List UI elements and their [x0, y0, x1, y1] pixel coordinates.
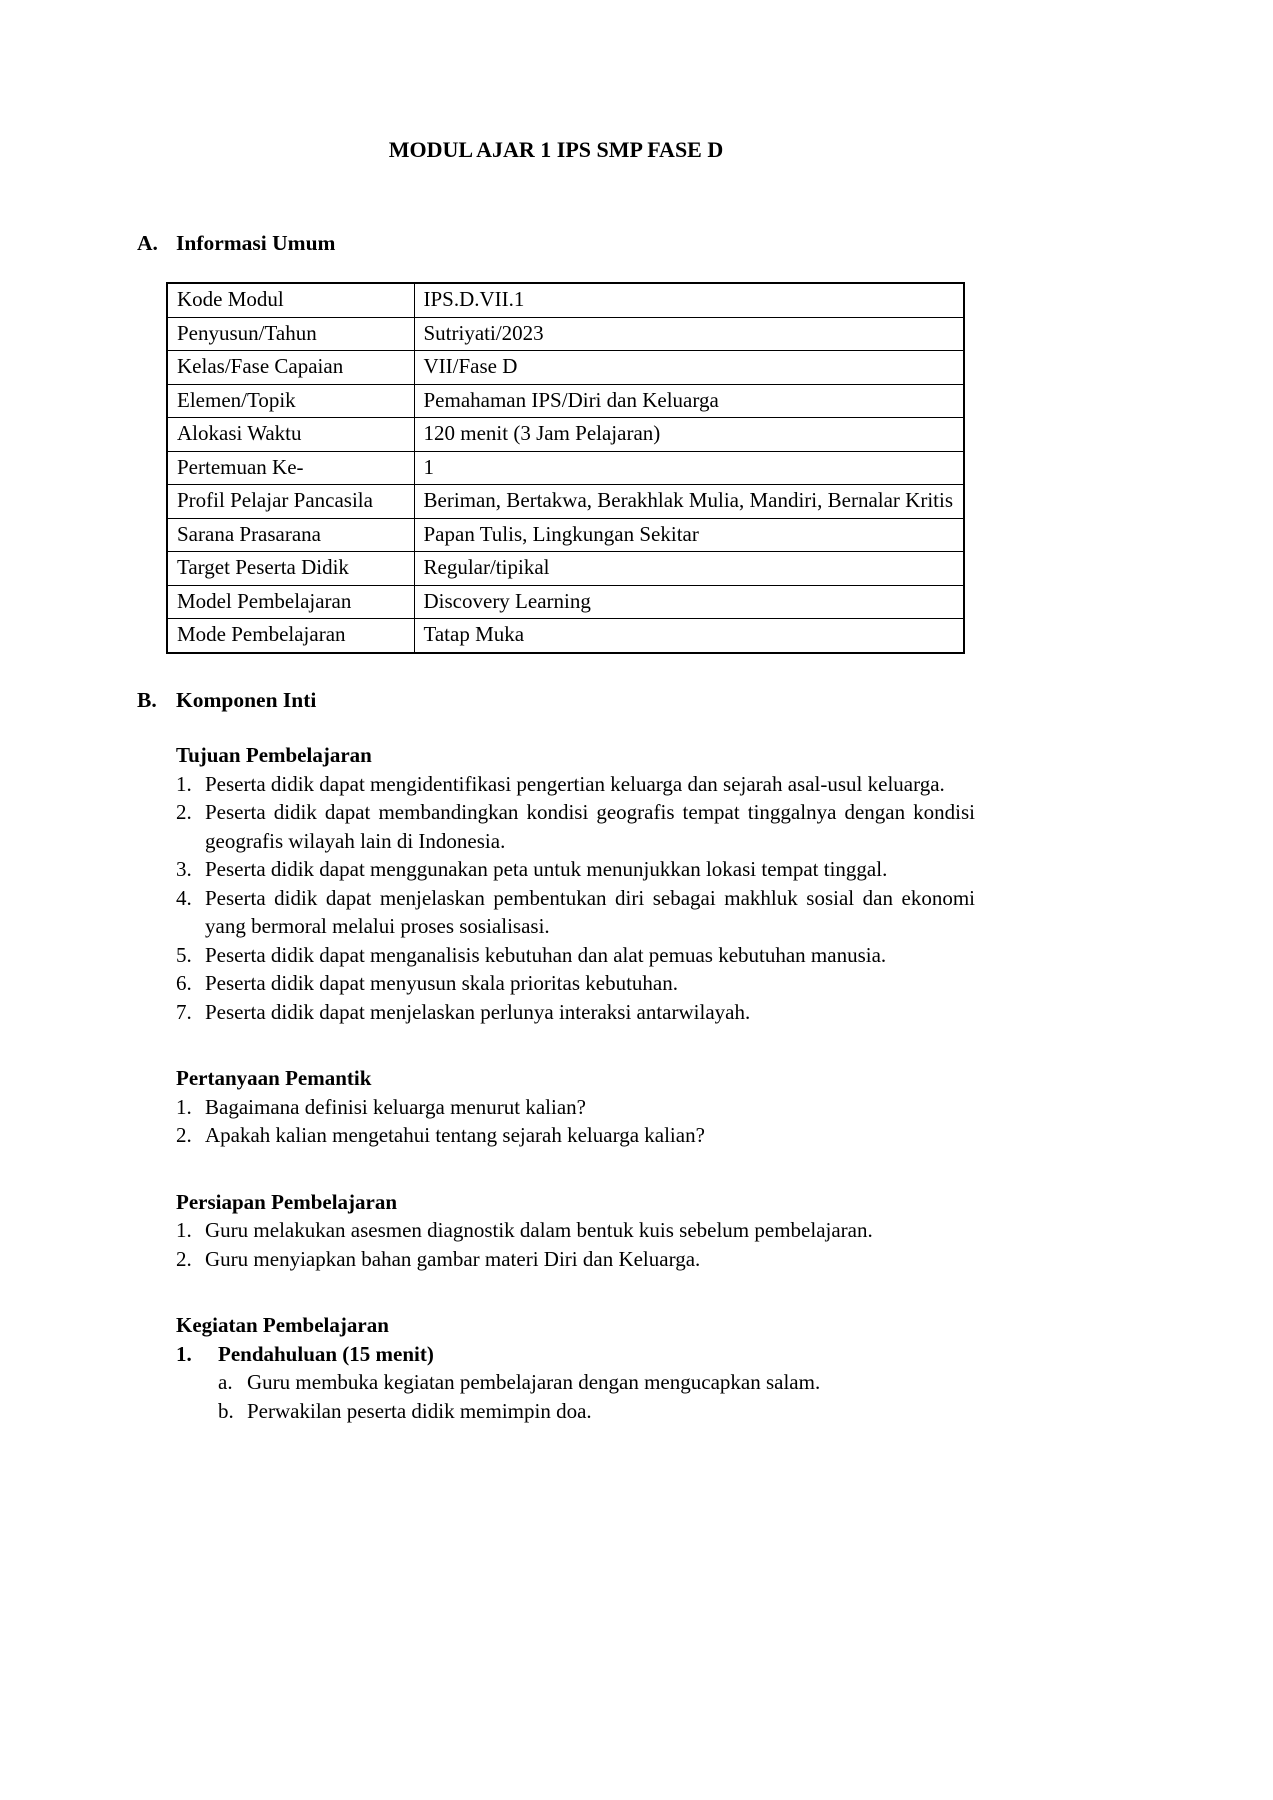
pendahuluan-number: 1.	[176, 1341, 192, 1366]
list-item-number: 6.	[176, 971, 192, 995]
list-item	[176, 884, 975, 941]
table-cell-label: Penyusun/Tahun	[167, 317, 414, 351]
section-b-label: B.	[137, 687, 157, 712]
page-title: MODUL AJAR 1 IPS SMP FASE D	[388, 137, 724, 162]
pendahuluan-heading	[176, 1340, 975, 1369]
table-cell-label: Alokasi Waktu	[167, 418, 414, 452]
table-row	[167, 552, 964, 586]
list-item-number: 2.	[176, 1246, 192, 1271]
list-item-number: 5.	[176, 942, 192, 967]
list-item	[176, 998, 975, 1027]
list-item-number: 3.	[176, 857, 192, 881]
pemantik-heading: Pertanyaan Pemantik	[176, 1066, 372, 1090]
table-cell-label: Model Pembelajaran	[167, 585, 414, 619]
table-cell-label: Elemen/Topik	[167, 384, 414, 418]
table-row	[167, 619, 964, 653]
table-cell-label: Sarana Prasarana	[167, 518, 414, 552]
list-item-text: Peserta didik dapat menjelaskan perlunya interaksi antarwilayah.	[205, 999, 751, 1024]
list-item-text: Perwakilan peserta didik memimpin doa.	[247, 1398, 592, 1423]
table-row	[167, 518, 964, 552]
list-item-letter: a.	[218, 1370, 233, 1394]
table-cell-value: Discovery Learning	[414, 585, 964, 619]
list-item-number: 2.	[176, 800, 192, 824]
list-item	[176, 1245, 975, 1274]
list-item-text: Peserta didik dapat menggunakan peta untuk menunjukkan lokasi tempat tinggal.	[205, 857, 888, 881]
list-item-number: 4.	[176, 885, 192, 910]
table-row	[167, 585, 964, 619]
list-item-number: 1.	[176, 1218, 192, 1242]
table-row	[167, 384, 964, 418]
list-item-text: Apakah kalian mengetahui tentang sejarah keluarga kalian?	[205, 1123, 705, 1147]
table-row	[167, 283, 964, 317]
section-b-heading	[137, 686, 975, 715]
section-a-title: Informasi Umum	[176, 230, 336, 255]
table-cell-value: 1	[414, 451, 964, 485]
tujuan-heading: Tujuan Pembelajaran	[176, 743, 372, 767]
list-item	[218, 1397, 975, 1426]
section-a-label: A.	[137, 230, 158, 255]
list-item-number: 1.	[176, 771, 192, 796]
table-cell-value: VII/Fase D	[414, 351, 964, 385]
list-item-text: Peserta didik dapat menganalisis kebutuhan dan alat pemuas kebutuhan manusia.	[205, 942, 887, 967]
table-cell-value: Beriman, Bertakwa, Berakhlak Mulia, Mandiri, Bernalar Kritis	[414, 485, 964, 519]
table-cell-label: Target Peserta Didik	[167, 552, 414, 586]
list-item	[176, 969, 975, 998]
table-cell-value: Sutriyati/2023	[414, 317, 964, 351]
table-cell-value: IPS.D.VII.1	[414, 283, 964, 317]
list-item	[176, 855, 975, 884]
list-item	[176, 1121, 975, 1150]
table-cell-value: Regular/tipikal	[414, 552, 964, 586]
tujuan-list	[176, 770, 975, 1027]
list-item-number: 1.	[176, 1094, 192, 1119]
table-row	[167, 351, 964, 385]
document-content	[137, 0, 975, 1425]
table-cell-label: Mode Pembelajaran	[167, 619, 414, 653]
list-item	[176, 1093, 975, 1122]
list-item	[176, 941, 975, 970]
list-item	[176, 770, 975, 799]
table-cell-label: Profil Pelajar Pancasila	[167, 485, 414, 519]
table-cell-value: Pemahaman IPS/Diri dan Keluarga	[414, 384, 964, 418]
persiapan-list	[176, 1216, 975, 1273]
table-cell-value: 120 menit (3 Jam Pelajaran)	[414, 418, 964, 452]
pemantik-list	[176, 1093, 975, 1150]
informasi-umum-table	[166, 282, 965, 654]
section-a-heading	[137, 229, 975, 258]
list-item-text: Guru membuka kegiatan pembelajaran dengan mengucapkan salam.	[247, 1370, 821, 1394]
table-cell-label: Pertemuan Ke-	[167, 451, 414, 485]
table-row	[167, 418, 964, 452]
pendahuluan-title: Pendahuluan (15 menit)	[218, 1341, 434, 1366]
table-row	[167, 485, 964, 519]
pendahuluan-list	[218, 1368, 975, 1425]
list-item-text: Peserta didik dapat membandingkan kondisi geografis tempat tinggalnya dengan kondisi geografis wilayah lain di Indonesia.	[205, 800, 975, 853]
list-item-letter: b.	[218, 1398, 234, 1423]
table-row	[167, 317, 964, 351]
persiapan-heading: Persiapan Pembelajaran	[176, 1189, 398, 1214]
table-cell-label: Kode Modul	[167, 283, 414, 317]
list-item-number: 2.	[176, 1123, 192, 1147]
list-item-text: Peserta didik dapat mengidentifikasi pengertian keluarga dan sejarah asal-usul keluarga.	[205, 771, 945, 796]
table-row	[167, 451, 964, 485]
list-item	[176, 1216, 975, 1245]
list-item-text: Guru melakukan asesmen diagnostik dalam bentuk kuis sebelum pembelajaran.	[205, 1218, 873, 1242]
list-item-text: Bagaimana definisi keluarga menurut kalian?	[205, 1094, 586, 1119]
list-item	[218, 1368, 975, 1397]
list-item	[176, 798, 975, 855]
list-item-number: 7.	[176, 999, 192, 1024]
komponen-inti-block	[176, 741, 975, 1425]
list-item-text: Peserta didik dapat menyusun skala prioritas kebutuhan.	[205, 971, 678, 995]
table-cell-value: Papan Tulis, Lingkungan Sekitar	[414, 518, 964, 552]
list-item-text: Guru menyiapkan bahan gambar materi Diri dan Keluarga.	[205, 1246, 701, 1271]
table-cell-label: Kelas/Fase Capaian	[167, 351, 414, 385]
table-cell-value: Tatap Muka	[414, 619, 964, 653]
section-b-title: Komponen Inti	[176, 687, 317, 712]
list-item-text: Peserta didik dapat menjelaskan pembentukan diri sebagai makhluk sosial dan ekonomi yang bermoral melalui proses sosialisasi.	[205, 885, 975, 938]
kegiatan-heading: Kegiatan Pembelajaran	[176, 1313, 389, 1337]
